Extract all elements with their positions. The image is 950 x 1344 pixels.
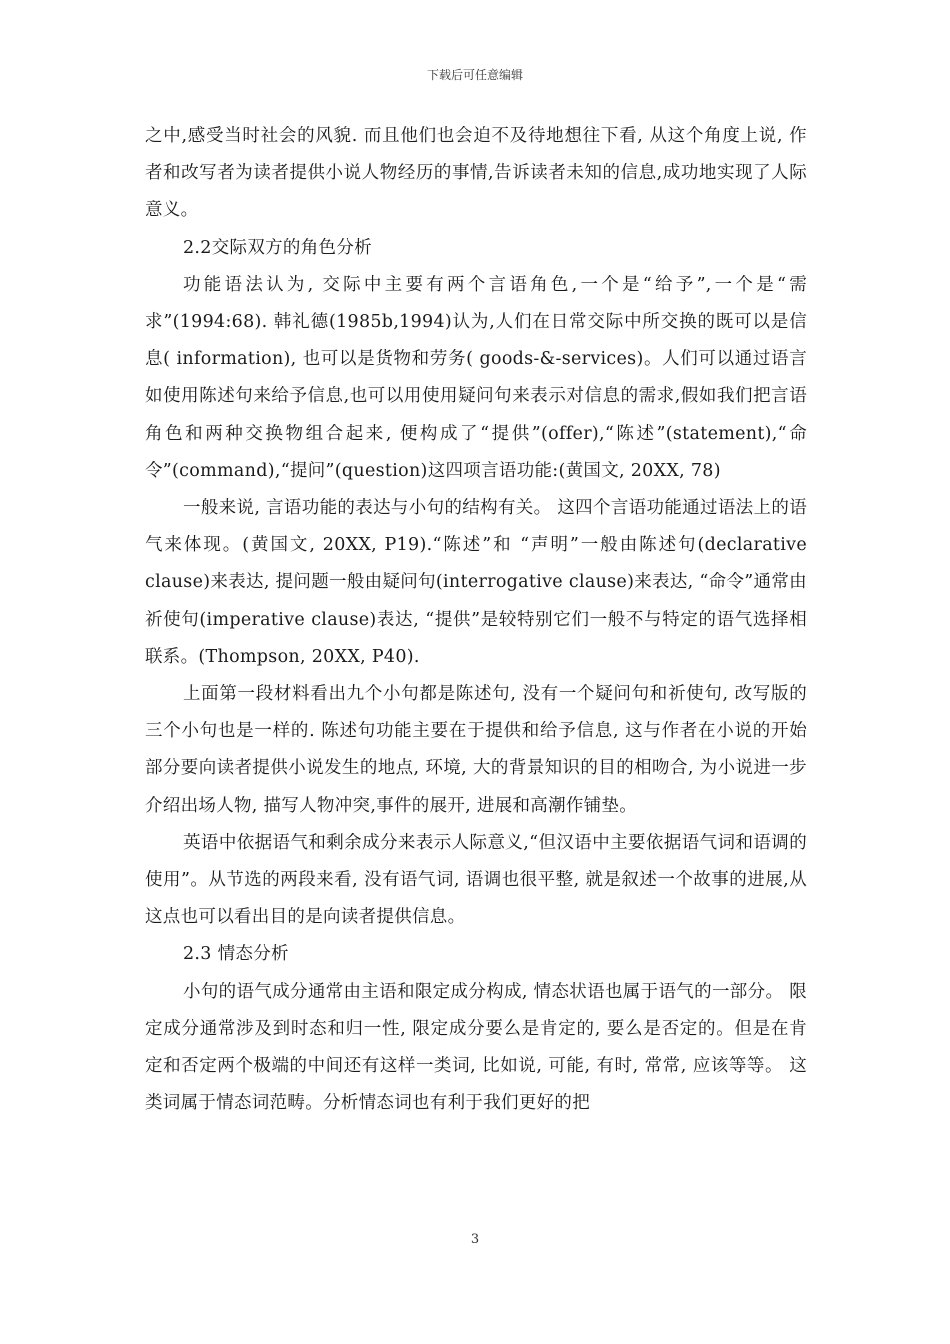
paragraph: 小句的语气成分通常由主语和限定成分构成, 情态状语也属于语气的一部分。 限定成分通常涉及到时态和归一性, 限定成分要么是肯定的, 要么是否定的。但是在肯定和否定两个极端的中间还有这样一类词, 比如说, 可能, 有时, 常常, 应该等等。 这类词属于情态词范畴。分析情态词也有利于我们更好的把: [145, 981, 807, 1114]
section-heading-2-3: 2.3 情态分析: [183, 944, 289, 965]
paragraph: 上面第一段材料看出九个小句都是陈述句, 没有一个疑问句和祈使句, 改写版的三个小句也是一样的. 陈述句功能主要在于提供和给予信息, 这与作者在小说的开始部分要向读者提供小说发生的地点, 环境, 大的背景知识的目的相吻合, 为小说进一步介绍出场人物, 描写人物冲突,事件的展开, 进展和高潮作铺垫。: [145, 684, 807, 816]
section-heading-2-2: 2.2交际双方的角色分析: [183, 237, 372, 258]
document-body: [145, 118, 807, 1122]
paragraph: 英语中依据语气和剩余成分来表示人际意义,“但汉语中主要依据语气词和语调的使用”。从节选的两段来看, 没有语气词, 语调也很平整, 就是叙述一个故事的进展,从这点也可以看出目的是向读者提供信息。: [145, 832, 807, 928]
paragraph: 功能语法认为, 交际中主要有两个言语角色,一个是“给予”,一个是“需求”(1994:68). 韩礼德(1985b,1994)认为,人们在日常交际中所交换的既可以是信息( information), 也可以是货物和劳务( goods-&-services)。人们可以通过语言如使用陈述句来给予信息,也可以用使用疑问句来表示对信息的需求,假如我们把言语角色和两种交换物组合起来, 便构成了“提供”(offer),“陈述”(statement),“命令”(command),“提问”(question)这四项言语功能:(黄国文, 20XX, 78): [145, 274, 807, 481]
page-number: 3: [470, 1232, 480, 1247]
paragraph: 一般来说, 言语功能的表达与小句的结构有关。 这四个言语功能通过语法上的语气来体现。(黄国文, 20XX, P19).“陈述”和 “声明”一般由陈述句(declarative clause)来表达, 提问题一般由疑问句(interrogative clause)来表达, “命令”通常由祈使句(imperative clause)表达, “提供”是较特别它们一般不与特定的语气选择相联系。(Thompson, 20XX, P40).: [145, 498, 807, 667]
paragraph-continuation: 之中,感受当时社会的风貌. 而且他们也会迫不及待地想往下看, 从这个角度上说, 作者和改写者为读者提供小说人物经历的事情,告诉读者未知的信息,成功地实现了人际意义。: [145, 126, 807, 221]
page-header: 下载后可任意编辑: [426, 68, 523, 82]
